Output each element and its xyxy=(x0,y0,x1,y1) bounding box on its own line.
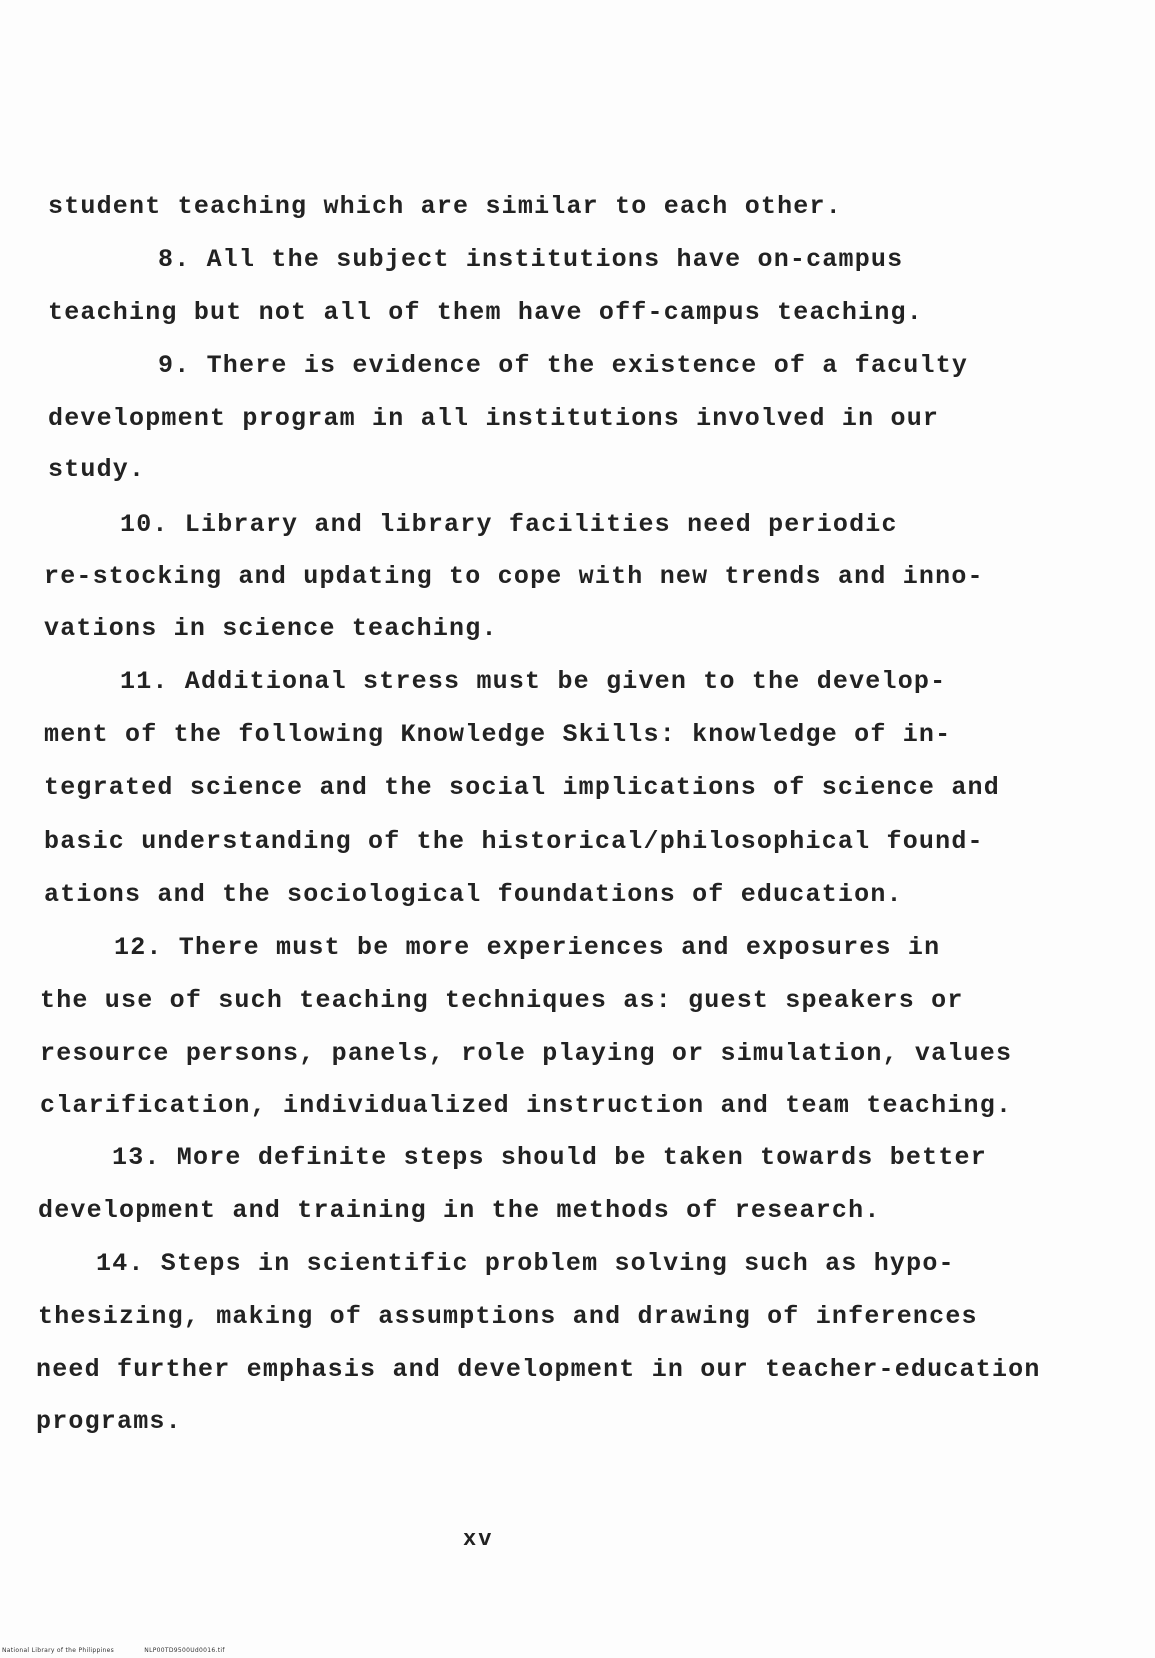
text-line: resource persons, panels, role playing or simulation, values xyxy=(40,1039,1013,1068)
text-line: clarification, individualized instruction and team teaching. xyxy=(40,1091,1013,1120)
text-line: the use of such teaching techniques as: guest speakers or xyxy=(40,986,964,1015)
text-line: 13. More definite steps should be taken towards better xyxy=(112,1143,987,1172)
text-line: development and training in the methods of research. xyxy=(38,1196,881,1225)
text-line: 11. Additional stress must be given to the develop- xyxy=(120,667,947,696)
text-line: ment of the following Knowledge Skills: knowledge of in- xyxy=(44,720,952,749)
footer-file: NLP00TD9500Ud0016.tif xyxy=(144,1647,225,1654)
text-line: re-stocking and updating to cope with new trends and inno- xyxy=(44,562,984,591)
text-line: need further emphasis and development in our teacher-education xyxy=(36,1355,1041,1384)
text-line: programs. xyxy=(36,1407,182,1436)
text-line: 8. All the subject institutions have on-campus xyxy=(158,245,904,274)
text-line: 14. Steps in scientific problem solving such as hypo- xyxy=(96,1249,955,1278)
page-number: xv xyxy=(463,1527,494,1552)
text-line: thesizing, making of assumptions and drawing of inferences xyxy=(38,1302,978,1331)
footer-library: National Library of the Philippines xyxy=(2,1647,115,1654)
text-line: tegrated science and the social implications of science and xyxy=(44,773,1000,802)
text-line: ations and the sociological foundations of education. xyxy=(44,880,903,909)
text-line: 9. There is evidence of the existence of a faculty xyxy=(158,351,969,380)
scan-footer xyxy=(2,1647,253,1654)
text-line: student teaching which are similar to each other. xyxy=(48,192,842,221)
text-line: development program in all institutions involved in our xyxy=(48,404,940,433)
text-line: 12. There must be more experiences and exposures in xyxy=(114,933,941,962)
text-line: basic understanding of the historical/philosophical found- xyxy=(44,827,984,856)
text-line: vations in science teaching. xyxy=(44,614,498,643)
text-line: teaching but not all of them have off-campus teaching. xyxy=(48,298,923,327)
text-line: 10. Library and library facilities need periodic xyxy=(120,510,898,539)
text-line: study. xyxy=(48,455,146,484)
